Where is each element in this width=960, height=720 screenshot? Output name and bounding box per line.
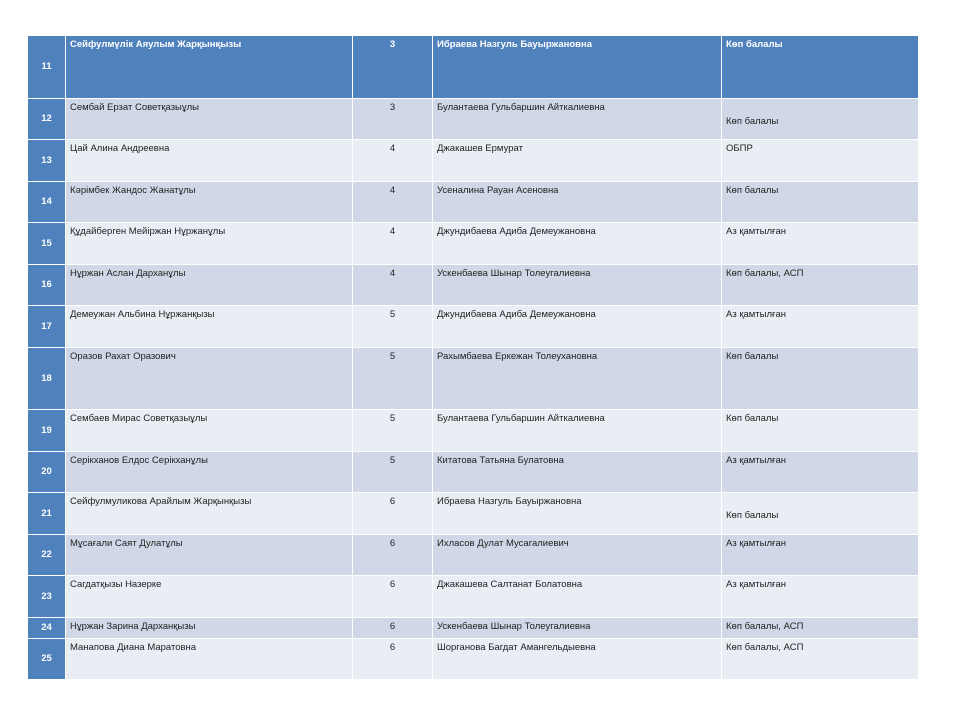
status-cell: ОБПР [722,140,919,182]
table-row [28,182,919,223]
table-row [28,99,919,140]
table-row [28,576,919,618]
table-row [28,618,919,639]
student-name: Құдайберген Мейіржан Нұржанұлы [66,223,353,265]
table-row [28,36,919,99]
row-number: 19 [28,410,66,452]
table-row [28,348,919,410]
row-number: 12 [28,99,66,140]
table-row [28,140,919,182]
grade-cell: 3 [353,99,433,140]
grade-cell: 4 [353,223,433,265]
grade-cell: 5 [353,348,433,410]
parent-name: Ихласов Дулат Мусагалиевич [433,535,722,576]
status-cell: Аз қамтылған [722,223,919,265]
student-name: Сейфулмүлік Аяулым Жарқынқызы [66,36,353,99]
status-cell: Көп балалы [722,410,919,452]
parent-name: Шорганова Багдат Амангельдыевна [433,639,722,680]
student-name: Сагдатқызы Назерке [66,576,353,618]
status-cell: Аз қамтылған [722,452,919,493]
row-number: 21 [28,493,66,535]
row-number: 14 [28,182,66,223]
table-row [28,306,919,348]
parent-name: Ускенбаева Шынар Толеугалиевна [433,265,722,306]
student-name: Кәрімбек Жандос Жанатұлы [66,182,353,223]
students-table [27,35,919,680]
student-name: Оразов Рахат Оразович [66,348,353,410]
student-name: Сейфулмуликова Арайлым Жарқынқызы [66,493,353,535]
student-name: Цай Алина Андреевна [66,140,353,182]
parent-name: Джундибаева Адиба Демеужановна [433,306,722,348]
row-number: 24 [28,618,66,639]
row-number: 13 [28,140,66,182]
grade-cell: 5 [353,452,433,493]
table-row [28,535,919,576]
grade-cell: 4 [353,265,433,306]
row-number: 23 [28,576,66,618]
row-number: 16 [28,265,66,306]
student-name: Мұсағали Саят Дулатұлы [66,535,353,576]
grade-cell: 6 [353,535,433,576]
status-cell: Көп балалы, АСП [722,265,919,306]
status-cell: Көп балалы [722,348,919,410]
row-number: 22 [28,535,66,576]
parent-name: Ускенбаева Шынар Толеугалиевна [433,618,722,639]
row-number: 15 [28,223,66,265]
student-name: Манапова Диана Маратовна [66,639,353,680]
table-row [28,493,919,535]
table-row [28,452,919,493]
table-row [28,639,919,680]
grade-cell: 3 [353,36,433,99]
status-cell: Көп балалы, АСП [722,639,919,680]
parent-name: Булантаева Гульбаршин Айткалиевна [433,410,722,452]
student-name: Демеужан Альбина Нұржанқызы [66,306,353,348]
grade-cell: 6 [353,493,433,535]
row-number: 11 [28,36,66,99]
student-name: Серікханов Елдос Серікханұлы [66,452,353,493]
grade-cell: 5 [353,410,433,452]
grade-cell: 5 [353,306,433,348]
status-cell: Көп балалы [722,99,919,140]
status-cell: Көп балалы, АСП [722,618,919,639]
table-row [28,410,919,452]
student-name: Сембай Ерзат Советқазыұлы [66,99,353,140]
row-number: 25 [28,639,66,680]
status-cell: Көп балалы [722,36,919,99]
parent-name: Китатова Татьяна Булатовна [433,452,722,493]
parent-name: Булантаева Гульбаршин Айткалиевна [433,99,722,140]
status-cell: Көп балалы [722,182,919,223]
parent-name: Джакашева Салтанат Болатовна [433,576,722,618]
table-row [28,223,919,265]
row-number: 18 [28,348,66,410]
student-name: Сембаев Мирас Советқазыұлы [66,410,353,452]
parent-name: Джундибаева Адиба Демеужановна [433,223,722,265]
table-row [28,265,919,306]
status-cell: Аз қамтылған [722,535,919,576]
status-cell: Аз қамтылған [722,306,919,348]
grade-cell: 4 [353,140,433,182]
parent-name: Джакашев Ермурат [433,140,722,182]
parent-name: Ибраева Назгуль Бауыржановна [433,493,722,535]
grade-cell: 6 [353,639,433,680]
student-name: Нұржан Аслан Дарханұлы [66,265,353,306]
parent-name: Усеналина Рауан Асеновна [433,182,722,223]
parent-name: Рахымбаева Еркежан Толеухановна [433,348,722,410]
grade-cell: 4 [353,182,433,223]
parent-name: Ибраева Назгуль Бауыржановна [433,36,722,99]
row-number: 17 [28,306,66,348]
grade-cell: 6 [353,618,433,639]
status-cell: Аз қамтылған [722,576,919,618]
row-number: 20 [28,452,66,493]
status-cell: Көп балалы [722,493,919,535]
student-name: Нұржан Зарина Дарханқызы [66,618,353,639]
grade-cell: 6 [353,576,433,618]
